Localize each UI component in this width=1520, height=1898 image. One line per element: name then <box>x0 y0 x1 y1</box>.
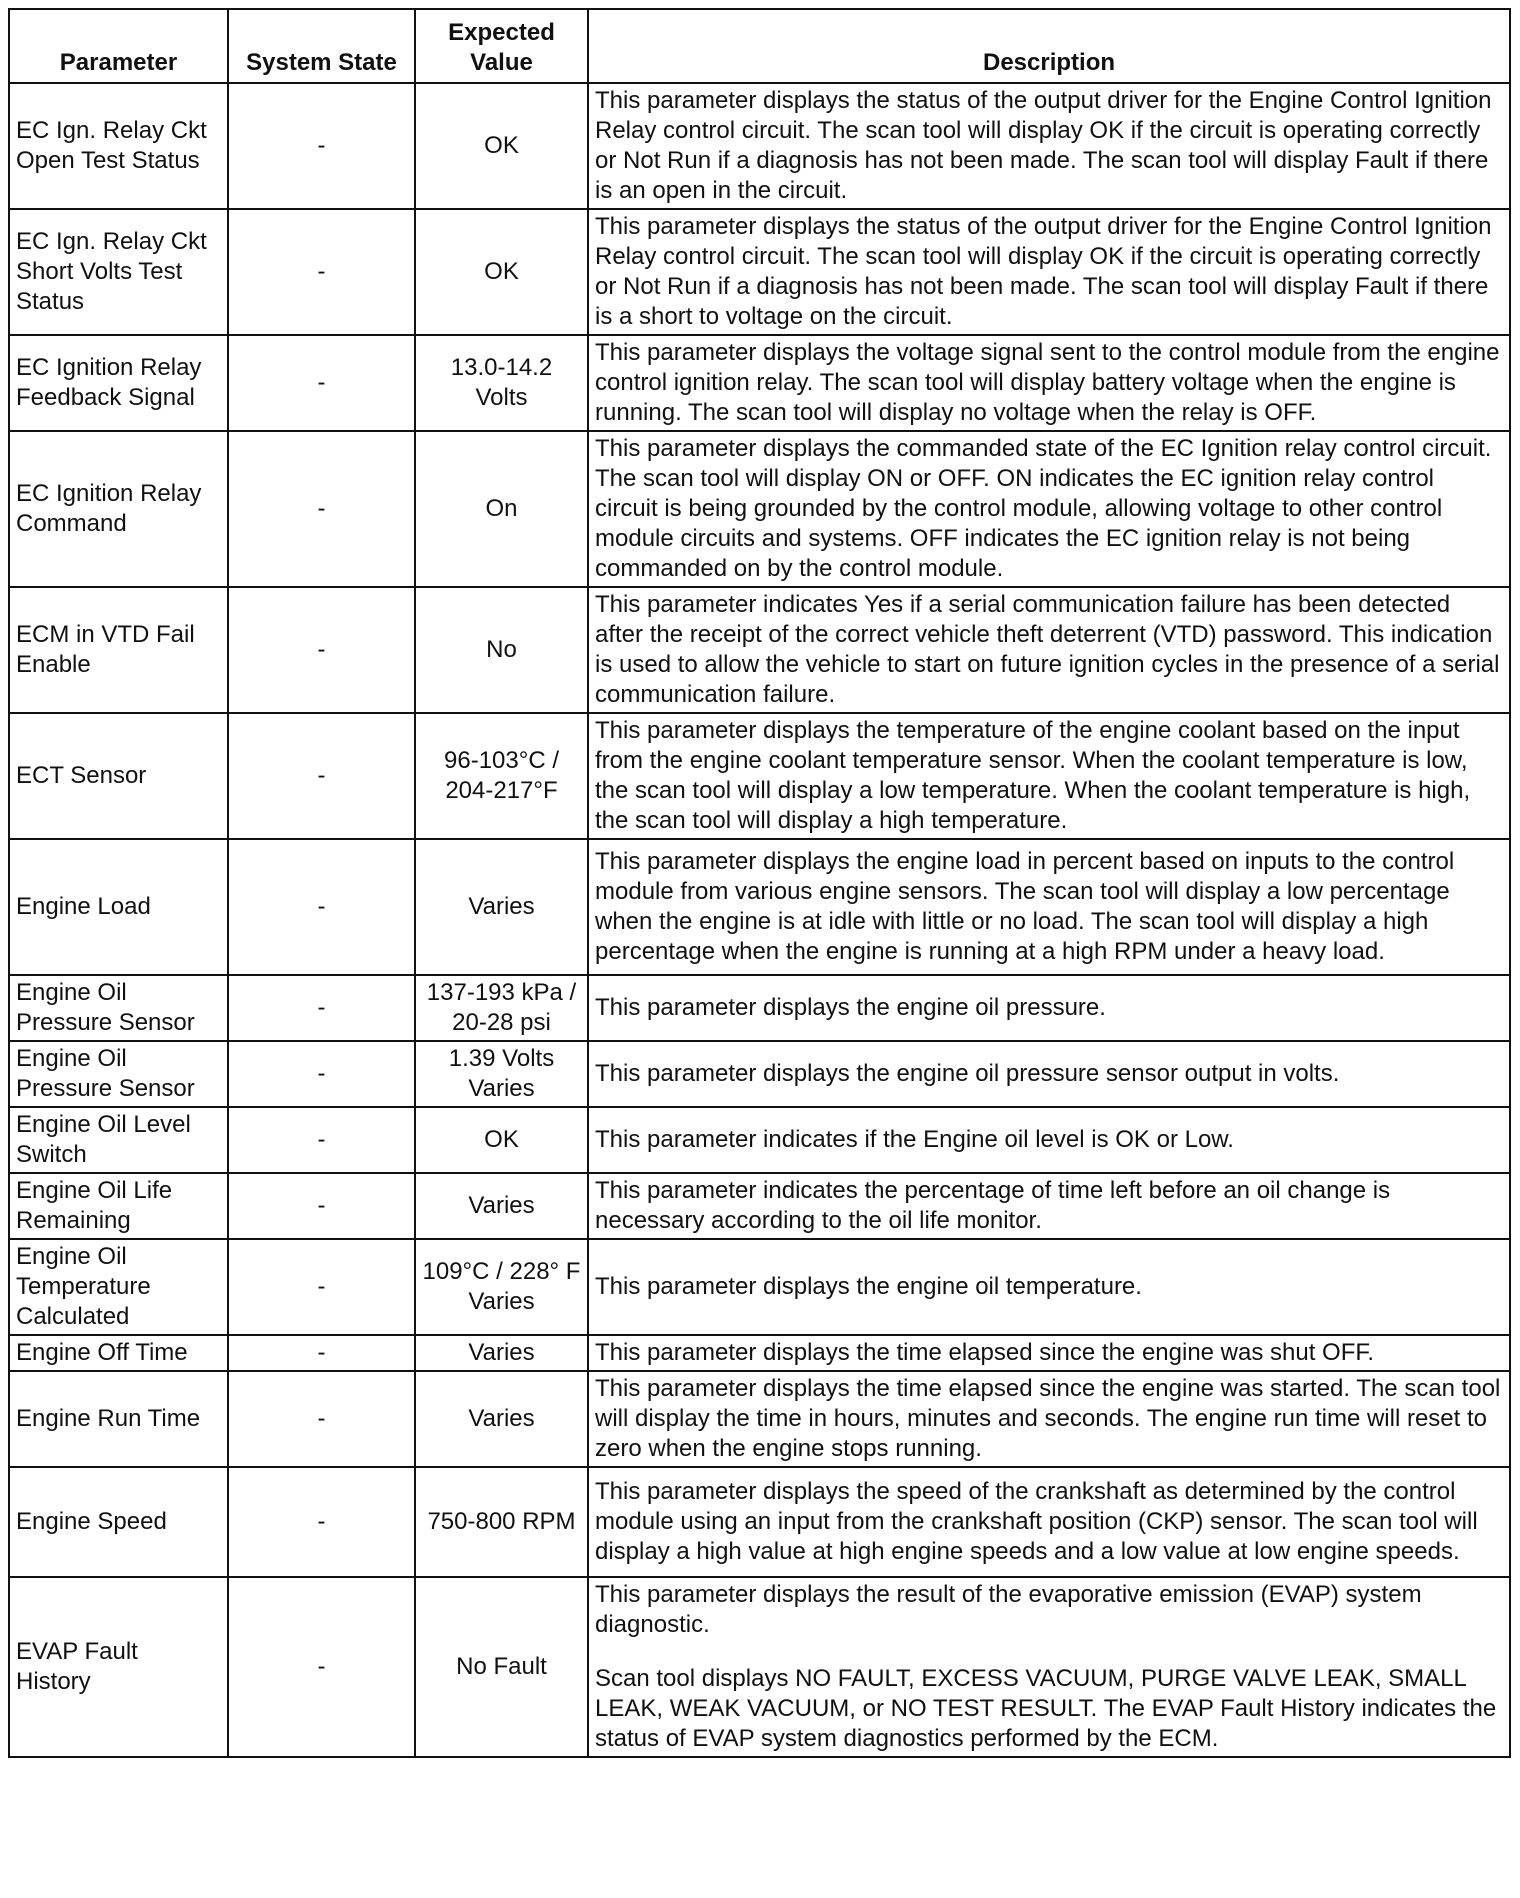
cell-system-state: - <box>228 1371 415 1467</box>
description-paragraph: This parameter displays the status of the output driver for the Engine Control Ignition Relay control circuit. The scan tool will display OK if the circuit is operating correctly or Not Run if a diagnosis has not been made. The scan tool will display Fault if there is an open in the circuit. <box>595 87 1492 204</box>
description-paragraph: This parameter indicates the percentage of time left before an oil change is necessary according to the oil life monitor. <box>595 1177 1391 1234</box>
description-paragraph: This parameter displays the status of the output driver for the Engine Control Ignition Relay control circuit. The scan tool will display OK if the circuit is operating correctly or Not Run if a diagnosis has not been made. The scan tool will display Fault if there is a short to voltage on the circuit. <box>595 213 1492 330</box>
cell-expected-value: 137-193 kPa / 20-28 psi <box>415 975 588 1041</box>
cell-description <box>588 209 1510 335</box>
cell-description <box>588 1371 1510 1467</box>
table-row <box>9 1239 1510 1335</box>
cell-expected-value: Varies <box>415 1335 588 1371</box>
cell-expected-value: 109°C / 228° F Varies <box>415 1239 588 1335</box>
header-row <box>9 9 1510 83</box>
cell-expected-value: Varies <box>415 1371 588 1467</box>
table-row <box>9 975 1510 1041</box>
cell-system-state: - <box>228 713 415 839</box>
cell-parameter: Engine Off Time <box>9 1335 228 1371</box>
cell-expected-value: Varies <box>415 1173 588 1239</box>
table-row <box>9 1467 1510 1577</box>
description-paragraph: This parameter displays the engine load in percent based on inputs to the control module from various engine sensors. The scan tool will display a low percentage when the engine is at idle with little or no load. The scan tool will display a high percentage when the engine is running at a high RPM under a heavy load. <box>595 848 1455 965</box>
cell-description <box>588 1467 1510 1577</box>
cell-description <box>588 713 1510 839</box>
description-paragraph: This parameter displays the commanded state of the EC Ignition relay control circuit. The scan tool will display ON or OFF. ON indicates the EC ignition relay control circuit is being grounded by the control module, allowing voltage to other control module circuits and systems. OFF indicates the EC ignition relay is not being commanded on by the control module. <box>595 435 1492 582</box>
cell-description <box>588 1577 1510 1757</box>
description-paragraph: This parameter indicates Yes if a serial communication failure has been detected after the receipt of the correct vehicle theft deterrent (VTD) password. This indication is used to allow the vehicle to start on future ignition cycles in the presence of a serial communication failure. <box>595 591 1500 708</box>
description-paragraph: This parameter displays the temperature of the engine coolant based on the input from the engine coolant temperature sensor. When the coolant temperature is low, the scan tool will display a low temperature. When the coolant temperature is high, the scan tool will display a high temperature. <box>595 717 1471 834</box>
cell-system-state: - <box>228 1239 415 1335</box>
table-row <box>9 1173 1510 1239</box>
table-row <box>9 431 1510 587</box>
header-parameter: Parameter <box>9 9 228 83</box>
description-paragraph: This parameter indicates if the Engine oil level is OK or Low. <box>595 1126 1234 1153</box>
table-body <box>9 83 1510 1757</box>
cell-description <box>588 335 1510 431</box>
description-paragraph: This parameter displays the engine oil temperature. <box>595 1273 1142 1300</box>
cell-system-state: - <box>228 839 415 975</box>
table-row <box>9 1041 1510 1107</box>
table-row <box>9 83 1510 209</box>
parameter-table <box>8 8 1511 1758</box>
cell-description <box>588 1335 1510 1371</box>
cell-parameter: EC Ignition Relay Feedback Signal <box>9 335 228 431</box>
cell-parameter: EVAP Fault History <box>9 1577 228 1757</box>
cell-description <box>588 83 1510 209</box>
cell-parameter: Engine Oil Pressure Sensor <box>9 975 228 1041</box>
description-paragraph: This parameter displays the result of the evaporative emission (EVAP) system diagnostic. <box>595 1581 1422 1638</box>
cell-description <box>588 1239 1510 1335</box>
description-paragraph: This parameter displays the speed of the crankshaft as determined by the control module using an input from the crankshaft position (CKP) sensor. The scan tool will display a high value at high engine speeds and a low value at low engine speeds. <box>595 1478 1478 1565</box>
cell-parameter: EC Ign. Relay Ckt Short Volts Test Status <box>9 209 228 335</box>
table-row <box>9 587 1510 713</box>
cell-parameter: Engine Oil Level Switch <box>9 1107 228 1173</box>
cell-system-state: - <box>228 1577 415 1757</box>
cell-expected-value: 13.0-14.2 Volts <box>415 335 588 431</box>
table-row <box>9 1371 1510 1467</box>
description-paragraph: This parameter displays the engine oil pressure. <box>595 994 1106 1021</box>
cell-system-state: - <box>228 1041 415 1107</box>
table-row <box>9 713 1510 839</box>
cell-description <box>588 431 1510 587</box>
cell-system-state: - <box>228 587 415 713</box>
cell-expected-value: No Fault <box>415 1577 588 1757</box>
cell-system-state: - <box>228 1107 415 1173</box>
table-row <box>9 1335 1510 1371</box>
cell-system-state: - <box>228 1173 415 1239</box>
cell-parameter: ECM in VTD Fail Enable <box>9 587 228 713</box>
cell-parameter: Engine Run Time <box>9 1371 228 1467</box>
table-row <box>9 1107 1510 1173</box>
description-paragraph: Scan tool displays NO FAULT, EXCESS VACUUM, PURGE VALVE LEAK, SMALL LEAK, WEAK VACUUM, or NO TEST RESULT. The EVAP Fault History indicates the status of EVAP system diagnostics performed by the ECM. <box>595 1665 1497 1752</box>
description-paragraph: This parameter displays the engine oil pressure sensor output in volts. <box>595 1060 1340 1087</box>
header-system-state: System State <box>228 9 415 83</box>
cell-parameter: EC Ign. Relay Ckt Open Test Status <box>9 83 228 209</box>
description-paragraph: This parameter displays the time elapsed since the engine was shut OFF. <box>595 1339 1375 1366</box>
cell-description <box>588 1041 1510 1107</box>
cell-description <box>588 975 1510 1041</box>
cell-parameter: ECT Sensor <box>9 713 228 839</box>
cell-parameter: Engine Oil Life Remaining <box>9 1173 228 1239</box>
cell-description <box>588 587 1510 713</box>
cell-expected-value: No <box>415 587 588 713</box>
table-row <box>9 1577 1510 1757</box>
cell-expected-value: OK <box>415 83 588 209</box>
header-expected-value: Expected Value <box>415 9 588 83</box>
cell-description <box>588 839 1510 975</box>
cell-system-state: - <box>228 1335 415 1371</box>
table-row <box>9 335 1510 431</box>
table-row <box>9 209 1510 335</box>
cell-expected-value: OK <box>415 209 588 335</box>
table-header <box>9 9 1510 83</box>
cell-description <box>588 1173 1510 1239</box>
description-paragraph: This parameter displays the voltage signal sent to the control module from the engine control ignition relay. The scan tool will display battery voltage when the engine is running. The scan tool will display no voltage when the relay is OFF. <box>595 339 1500 426</box>
cell-system-state: - <box>228 335 415 431</box>
cell-expected-value: OK <box>415 1107 588 1173</box>
table-row <box>9 839 1510 975</box>
cell-system-state: - <box>228 209 415 335</box>
cell-expected-value: 1.39 Volts Varies <box>415 1041 588 1107</box>
cell-expected-value: Varies <box>415 839 588 975</box>
cell-parameter: Engine Oil Pressure Sensor <box>9 1041 228 1107</box>
cell-system-state: - <box>228 83 415 209</box>
cell-system-state: - <box>228 431 415 587</box>
cell-parameter: EC Ignition Relay Command <box>9 431 228 587</box>
cell-system-state: - <box>228 975 415 1041</box>
cell-parameter: Engine Speed <box>9 1467 228 1577</box>
header-description: Description <box>588 9 1510 83</box>
cell-expected-value: On <box>415 431 588 587</box>
description-paragraph: This parameter displays the time elapsed since the engine was started. The scan tool will display the time in hours, minutes and seconds. The engine run time will reset to zero when the engine stops running. <box>595 1375 1501 1462</box>
cell-system-state: - <box>228 1467 415 1577</box>
cell-parameter: Engine Oil Temperature Calculated <box>9 1239 228 1335</box>
cell-parameter: Engine Load <box>9 839 228 975</box>
cell-expected-value: 96-103°C / 204-217°F <box>415 713 588 839</box>
cell-expected-value: 750-800 RPM <box>415 1467 588 1577</box>
cell-description <box>588 1107 1510 1173</box>
